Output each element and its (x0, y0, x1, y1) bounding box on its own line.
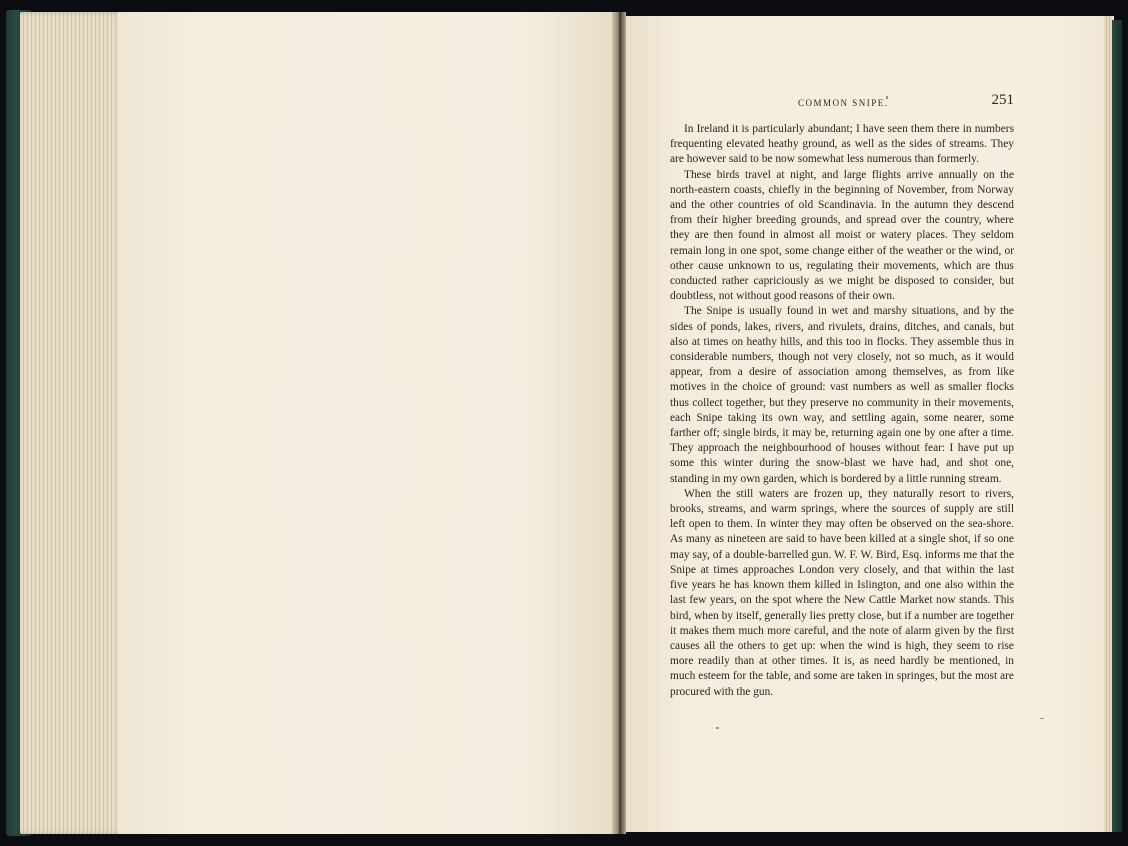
running-title: COMMON SNIPE. (798, 98, 889, 108)
page-edges-right (1104, 16, 1112, 832)
page-number: 251 (991, 92, 1014, 108)
paragraph: These birds travel at night, and large flights arrive annually on the north-eastern coasts, chiefly in the beginning of November, from Norway and the other countries of old Scandinavia. In the autumn they descend from their higher breeding grounds, and spread over the country, where they are then found in almost all moist or watery places. They seldom remain long in one spot, some change either of the weather or the wind, or other cause unknown to us, regulating their movements, which are thus conducted rather capriciously as we might be disposed to consider, but doubtless, not without good reasons of their own. (670, 168, 1014, 303)
book-gutter (612, 12, 626, 834)
left-page-blank (118, 12, 616, 834)
paper-speck (1040, 718, 1044, 719)
paragraph: When the still waters are frozen up, they naturally resort to rivers, brooks, streams, and warm springs, where the sources of supply are still left open to them. In winter they may often be observed on the sea-shore. As many as nineteen are said to have been killed at a single shot, if so one may say, of a double-barrelled gun. W. F. W. Bird, Esq. informs me that the Snipe at times approaches London very closely, and that within the last five years he has known them killed in Islington, and one also within the last few years, on the spot where the New Cattle Market now stands. This bird, when by itself, generally lies pretty close, but if a number are together it makes them much more careful, and the note of alarm given by the first causes all the others to get up: when the wind is high, they seem to rise more readily than at other times. It is, as need hardly be mentioned, in much esteem for the table, and some are taken in springes, but the most are procured with the gun. (670, 487, 1014, 698)
book-cover-right (1112, 20, 1122, 832)
page-edges-stack (20, 12, 130, 834)
running-head (670, 92, 1014, 112)
page-text (670, 92, 1014, 700)
paper-speck (716, 727, 719, 729)
paragraph: In Ireland it is particularly abundant; I have seen them there in numbers frequenting elevated heathy ground, as well as the sides of streams. They are however said to be now somewhat less numerous than formerly. (670, 123, 1014, 166)
paragraph: The Snipe is usually found in wet and marshy situations, and by the sides of ponds, lakes, rivers, and rivulets, drains, ditches, and canals, but also at times on heathy hills, and this too in flocks. They assemble thus in considerable numbers, though not very closely, not so much, as it would appear, from a desire of association among themselves, as from like motives in the choice of ground: vast numbers as well as smaller flocks thus collect together, but they preserve no community in their movements, each Snipe taking its own way, and settling again, some nearer, some farther off; single birds, it may be, returning again one by one after a time. They approach the neighbourhood of houses without fear: I have put up some this winter during the snow-blast we have had, and shot one, standing in my own garden, which is bordered by a little running stream. (670, 305, 1014, 485)
